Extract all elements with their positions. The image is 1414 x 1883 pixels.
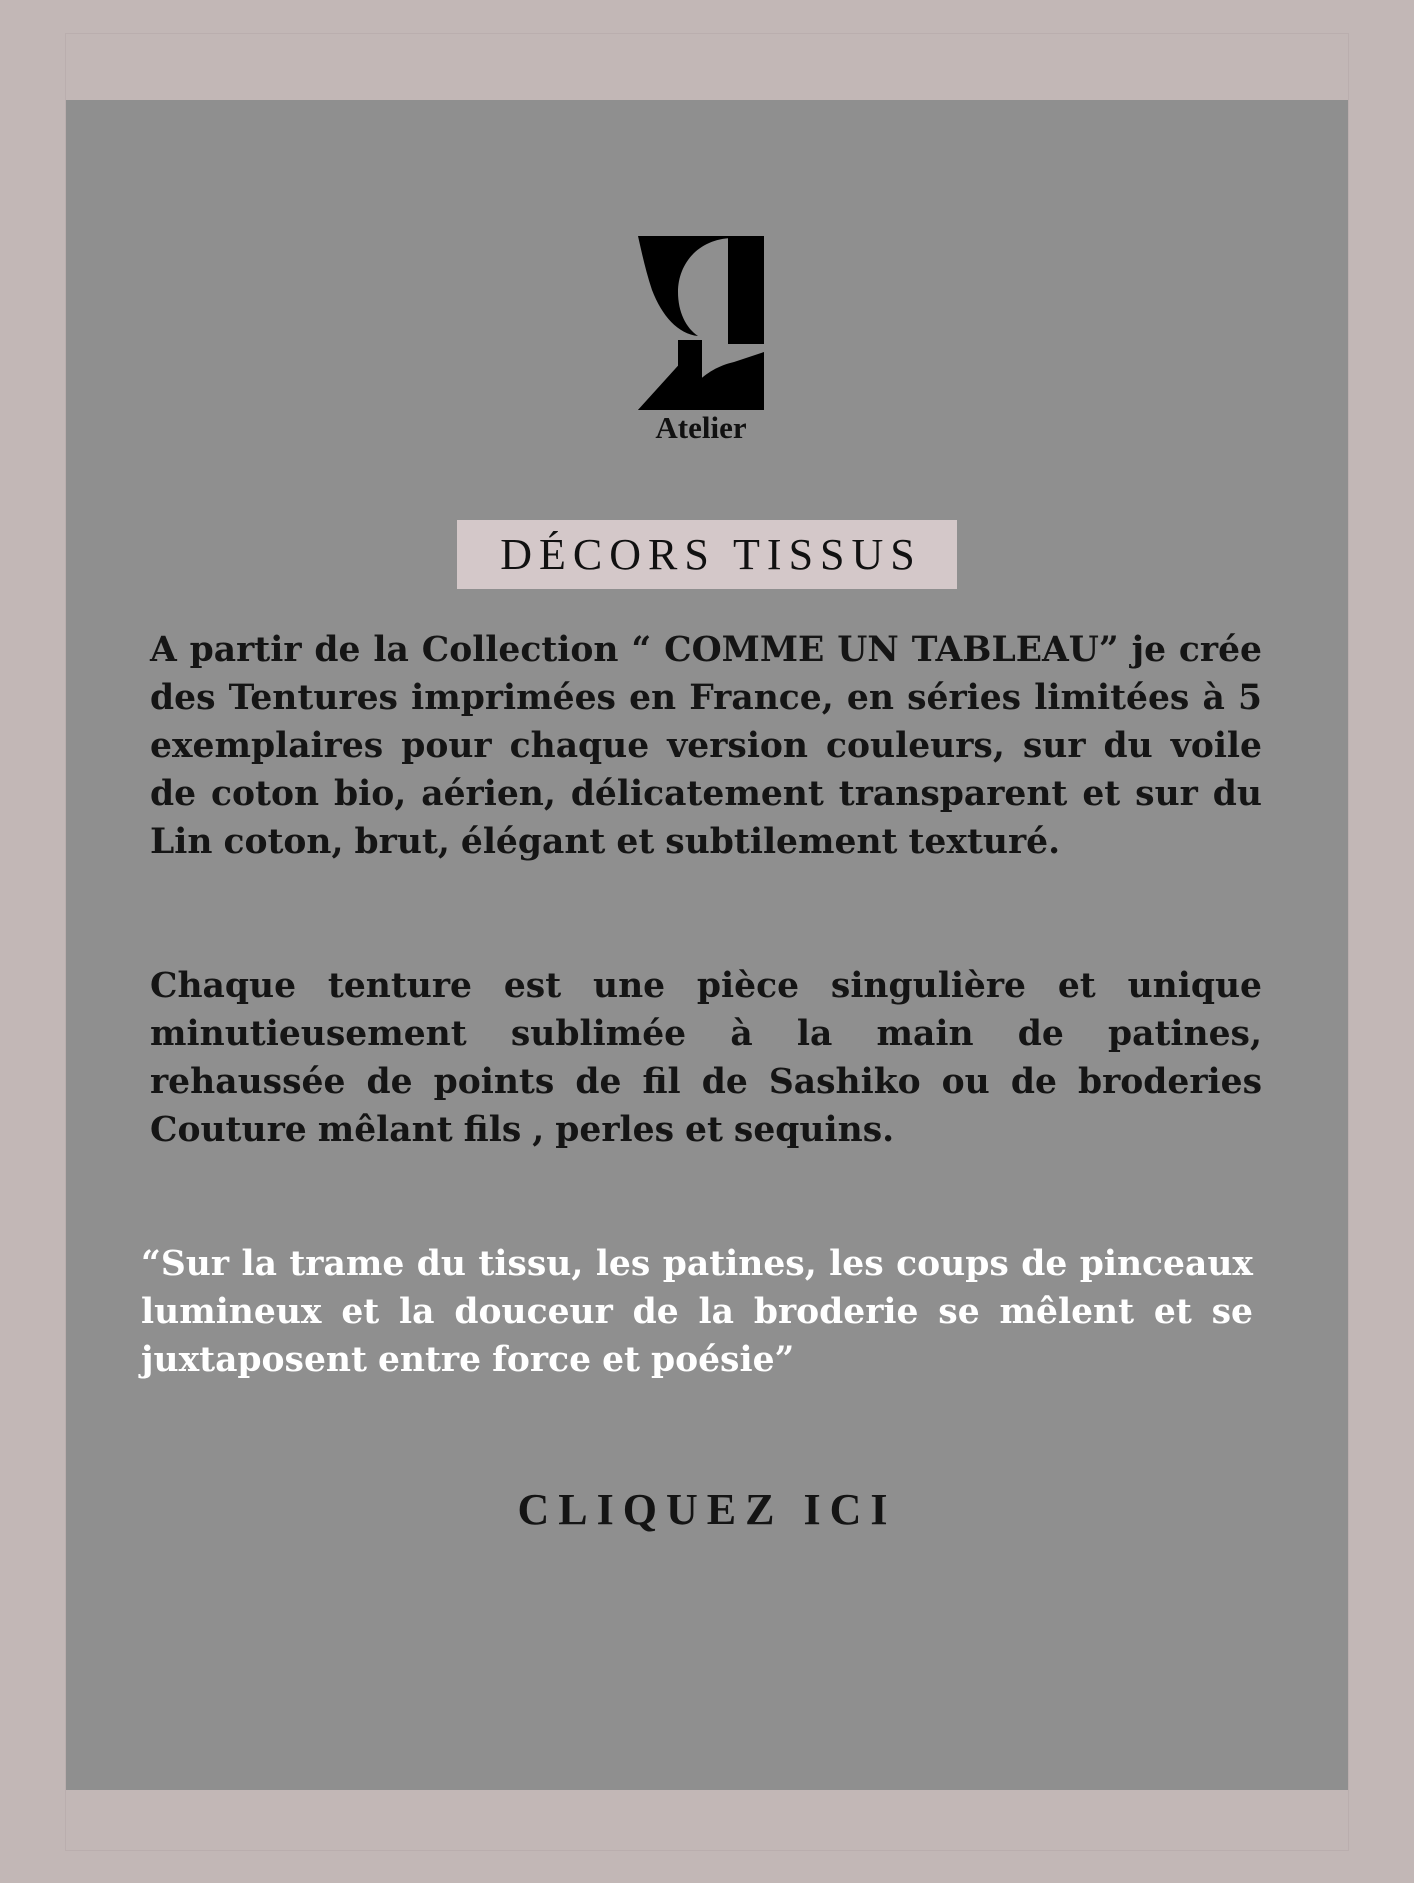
section-heading bbox=[457, 520, 957, 589]
description-paragraph: A partir de la Collection “ COMME UN TABLEAU” je crée des Tentures imprimées en France, en séries limitées à 5 exemplaires pour chaque version couleurs, sur du voile de coton bio, aérien, délicatement transparent et sur du Lin coton, brut, élégant et subtilement texturé. bbox=[150, 630, 1262, 862]
quote-text: “Sur la trame du tissu, les patines, les coups de pinceaux lumineux et la douceur de la broderie se mêlent et se juxtaposent entre force et poésie” bbox=[141, 1244, 1253, 1380]
details-paragraph: Chaque tenture est une pièce singulière et unique minutieusement sublimée à la main de patines, rehaussée de points de fil de Sashiko ou de broderies Couture mêlant fils , perles et sequins. bbox=[150, 966, 1262, 1150]
section-heading-text: DÉCORS TISSUS bbox=[500, 530, 922, 579]
click-here-link[interactable]: CLIQUEZ ICI bbox=[517, 1485, 897, 1534]
brand-name: Atelier bbox=[655, 410, 747, 445]
stylized-b-monogram-icon bbox=[638, 236, 764, 410]
